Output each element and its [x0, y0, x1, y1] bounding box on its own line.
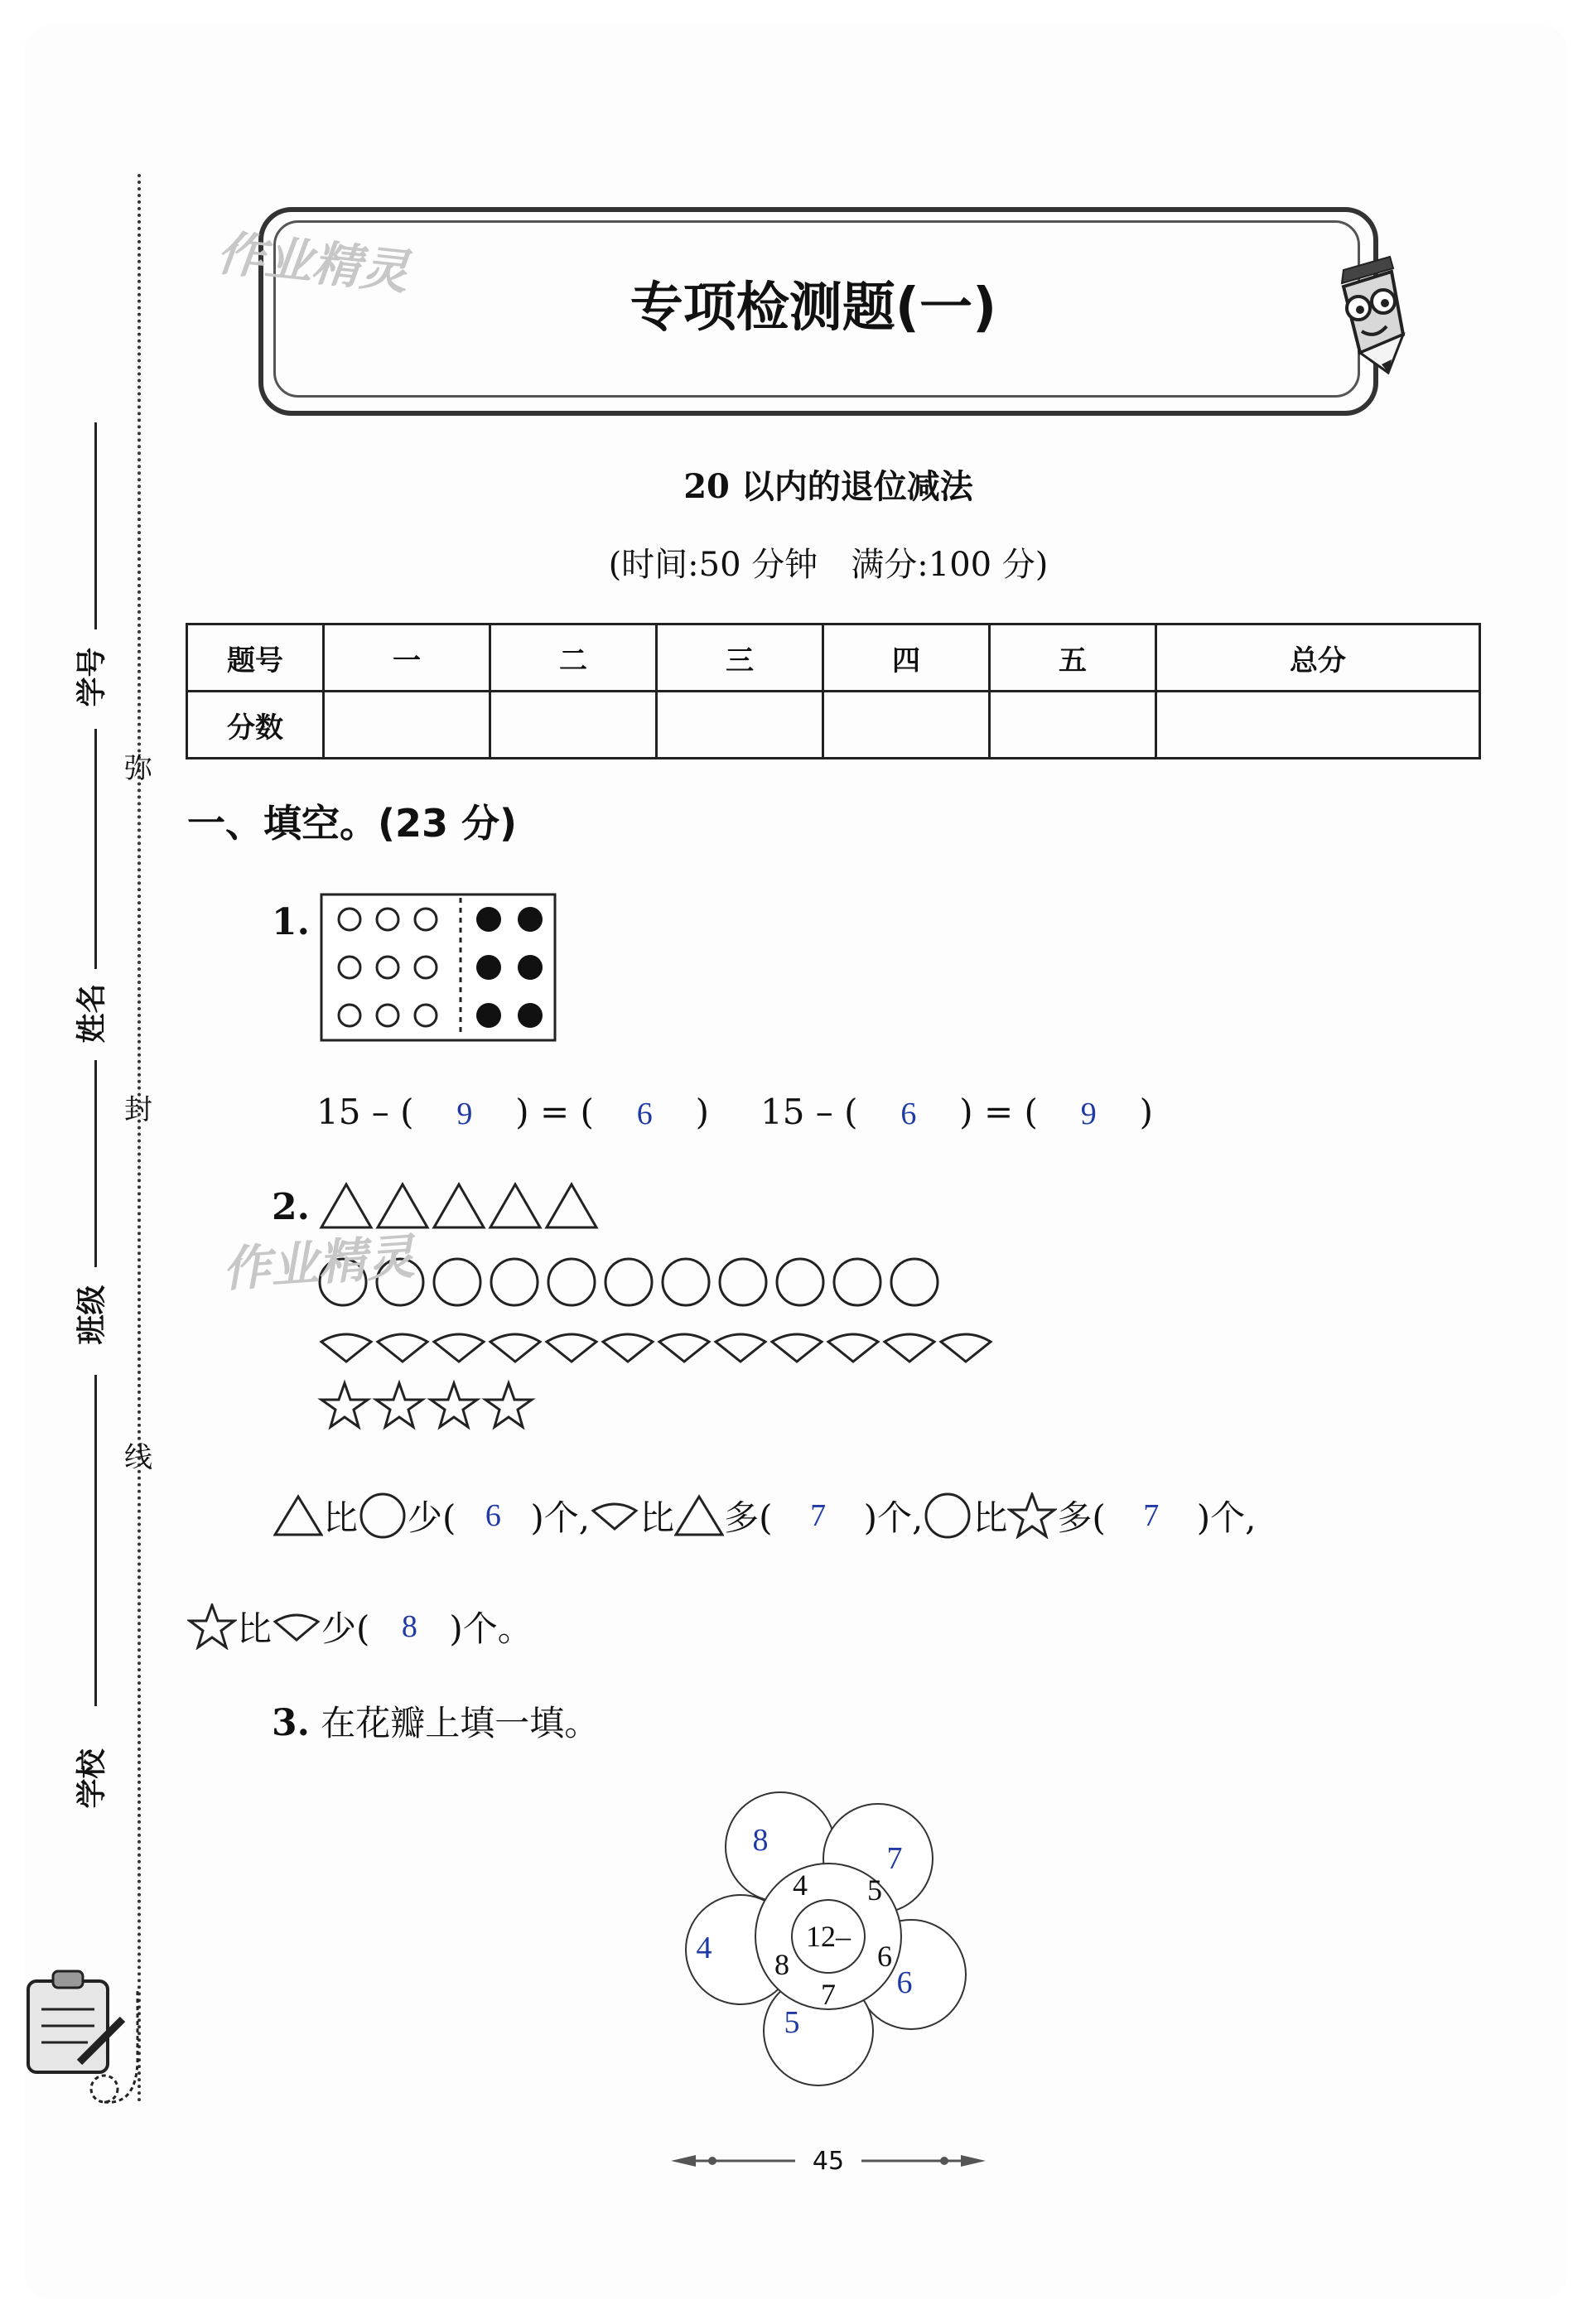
filled-dot	[476, 955, 501, 980]
score-header-cell: 四	[823, 624, 990, 692]
fan-shape	[490, 1334, 540, 1362]
circle-shape	[548, 1259, 595, 1305]
answer[interactable]: 7	[810, 1498, 827, 1533]
circle-shape	[834, 1259, 880, 1305]
filled-dot	[476, 907, 501, 932]
watermark-top: 作业精灵	[214, 224, 412, 301]
circle-shape	[605, 1259, 652, 1305]
q2-sentence-line2: 比 少( 8 )个。	[187, 1602, 533, 1651]
pencil-mascot-icon	[1319, 253, 1416, 378]
score-cell[interactable]	[657, 692, 823, 759]
inner-number: 5	[867, 1873, 882, 1907]
fan-icon	[590, 1499, 639, 1532]
fan-shape	[378, 1334, 427, 1362]
q2-shape-rows	[316, 1181, 1012, 1438]
label-student-id: 学号	[75, 647, 109, 707]
time-info: (时间:50 分钟 满分:100 分)	[608, 546, 1049, 584]
star-icon	[187, 1603, 237, 1650]
answer[interactable]: 9	[1080, 1097, 1097, 1131]
answer[interactable]: 9	[456, 1097, 473, 1131]
fan-shape	[941, 1334, 991, 1362]
petal-answer: 7	[886, 1841, 903, 1876]
inner-number: 7	[821, 1978, 836, 2011]
triangle-shape	[547, 1184, 596, 1227]
answer[interactable]: 6	[636, 1097, 653, 1131]
circle-shape	[777, 1259, 823, 1305]
circle-shape	[663, 1259, 709, 1305]
filled-dot	[518, 955, 543, 980]
answer[interactable]: 6	[900, 1097, 917, 1131]
section-heading: 一、填空。(23 分)	[187, 801, 518, 846]
subtitle: 20 以内的退位减法	[683, 467, 973, 506]
filled-dot	[476, 1003, 501, 1028]
footer-ornament-right	[853, 2150, 986, 2172]
seal-char-feng: 封	[124, 1093, 152, 1126]
fan-shape	[772, 1334, 822, 1362]
line-student-id	[94, 422, 97, 629]
star-icon	[1007, 1492, 1057, 1539]
label-class: 班级	[75, 1285, 109, 1345]
score-cell[interactable]	[823, 692, 990, 759]
answer[interactable]: 8	[401, 1609, 417, 1644]
score-header-cell: 题号	[187, 624, 324, 692]
q1-equation-2: 15 – ( 6 ) = ( 9 )	[760, 1092, 1154, 1132]
filled-dot	[518, 1003, 543, 1028]
q2-sentence-line1: 比 少( 6 )个, 比 多( 7 )个, 比 多( 7 )个,	[273, 1491, 1256, 1540]
triangle-shape	[434, 1184, 484, 1227]
line-class	[94, 1060, 97, 1267]
score-header-cell: 总分	[1156, 624, 1480, 692]
score-row-label: 分数	[187, 692, 324, 759]
clipboard-pencil-icon	[22, 1963, 146, 2112]
score-header-cell: 二	[490, 624, 657, 692]
fan-shape	[547, 1334, 596, 1362]
petal-answer: 4	[696, 1931, 712, 1965]
inner-number: 6	[877, 1940, 892, 1973]
circle-shape	[891, 1259, 938, 1305]
q1-dot-figure	[320, 893, 557, 1044]
star-shape	[376, 1383, 422, 1427]
triangle-icon	[674, 1493, 724, 1538]
answer[interactable]: 7	[1143, 1498, 1160, 1533]
petal-answer: 6	[896, 1965, 913, 2000]
fan-shape	[434, 1334, 484, 1362]
q3-text: 在花瓣上填一填。	[321, 1703, 600, 1743]
score-table	[186, 623, 1481, 759]
line-name	[94, 729, 97, 969]
circle-shape	[720, 1259, 766, 1305]
triangle-icon	[273, 1493, 323, 1538]
seal-char-xian: 线	[124, 1441, 152, 1474]
star-row	[321, 1383, 532, 1427]
fan-shape	[603, 1334, 653, 1362]
score-cell[interactable]	[490, 692, 657, 759]
score-header-cell: 五	[990, 624, 1156, 692]
watermark-middle: 作业精灵	[220, 1227, 417, 1298]
score-cell[interactable]	[324, 692, 490, 759]
inner-number: 8	[774, 1948, 789, 1981]
fan-shape	[885, 1334, 934, 1362]
flower-center: 12–	[806, 1920, 851, 1953]
fan-shape	[716, 1334, 765, 1362]
inner-number: 4	[793, 1868, 808, 1902]
q3-flower-figure	[663, 1781, 994, 2095]
q3-prompt	[272, 1696, 599, 1746]
score-header-cell: 一	[324, 624, 490, 692]
circle-icon	[923, 1492, 972, 1539]
star-shape	[431, 1383, 477, 1427]
score-header-cell: 三	[657, 624, 823, 692]
seal-char-mi: 弥	[124, 752, 152, 785]
answer[interactable]: 6	[485, 1498, 501, 1533]
fan-shape	[659, 1334, 709, 1362]
filled-dot	[518, 907, 543, 932]
star-shape	[321, 1383, 368, 1427]
q2-number: 2.	[272, 1186, 310, 1228]
score-cell[interactable]	[990, 692, 1156, 759]
q1-number: 1.	[272, 901, 310, 943]
fan-shape	[321, 1334, 371, 1362]
circle-shape	[434, 1259, 480, 1305]
score-cell[interactable]	[1156, 692, 1480, 759]
q3-number: 3.	[272, 1702, 310, 1744]
fan-icon	[272, 1610, 321, 1643]
petal-answer: 8	[752, 1823, 769, 1858]
circle-icon	[358, 1492, 408, 1539]
petal-answer: 5	[784, 2005, 800, 2040]
label-school: 学校	[75, 1748, 109, 1809]
q1-equation-1: 15 – ( 9 ) = ( 6 )	[316, 1092, 710, 1132]
label-name: 姓名	[75, 983, 109, 1044]
star-shape	[485, 1383, 532, 1427]
fan-row	[321, 1334, 991, 1362]
triangle-shape	[490, 1184, 540, 1227]
page-number: 45	[812, 2147, 845, 2176]
page-title: 专项检测题(一)	[630, 277, 997, 339]
fan-shape	[828, 1334, 878, 1362]
line-school	[94, 1375, 97, 1706]
circle-shape	[491, 1259, 538, 1305]
score-table-header-row	[187, 624, 1480, 692]
score-table-score-row	[187, 692, 1480, 759]
